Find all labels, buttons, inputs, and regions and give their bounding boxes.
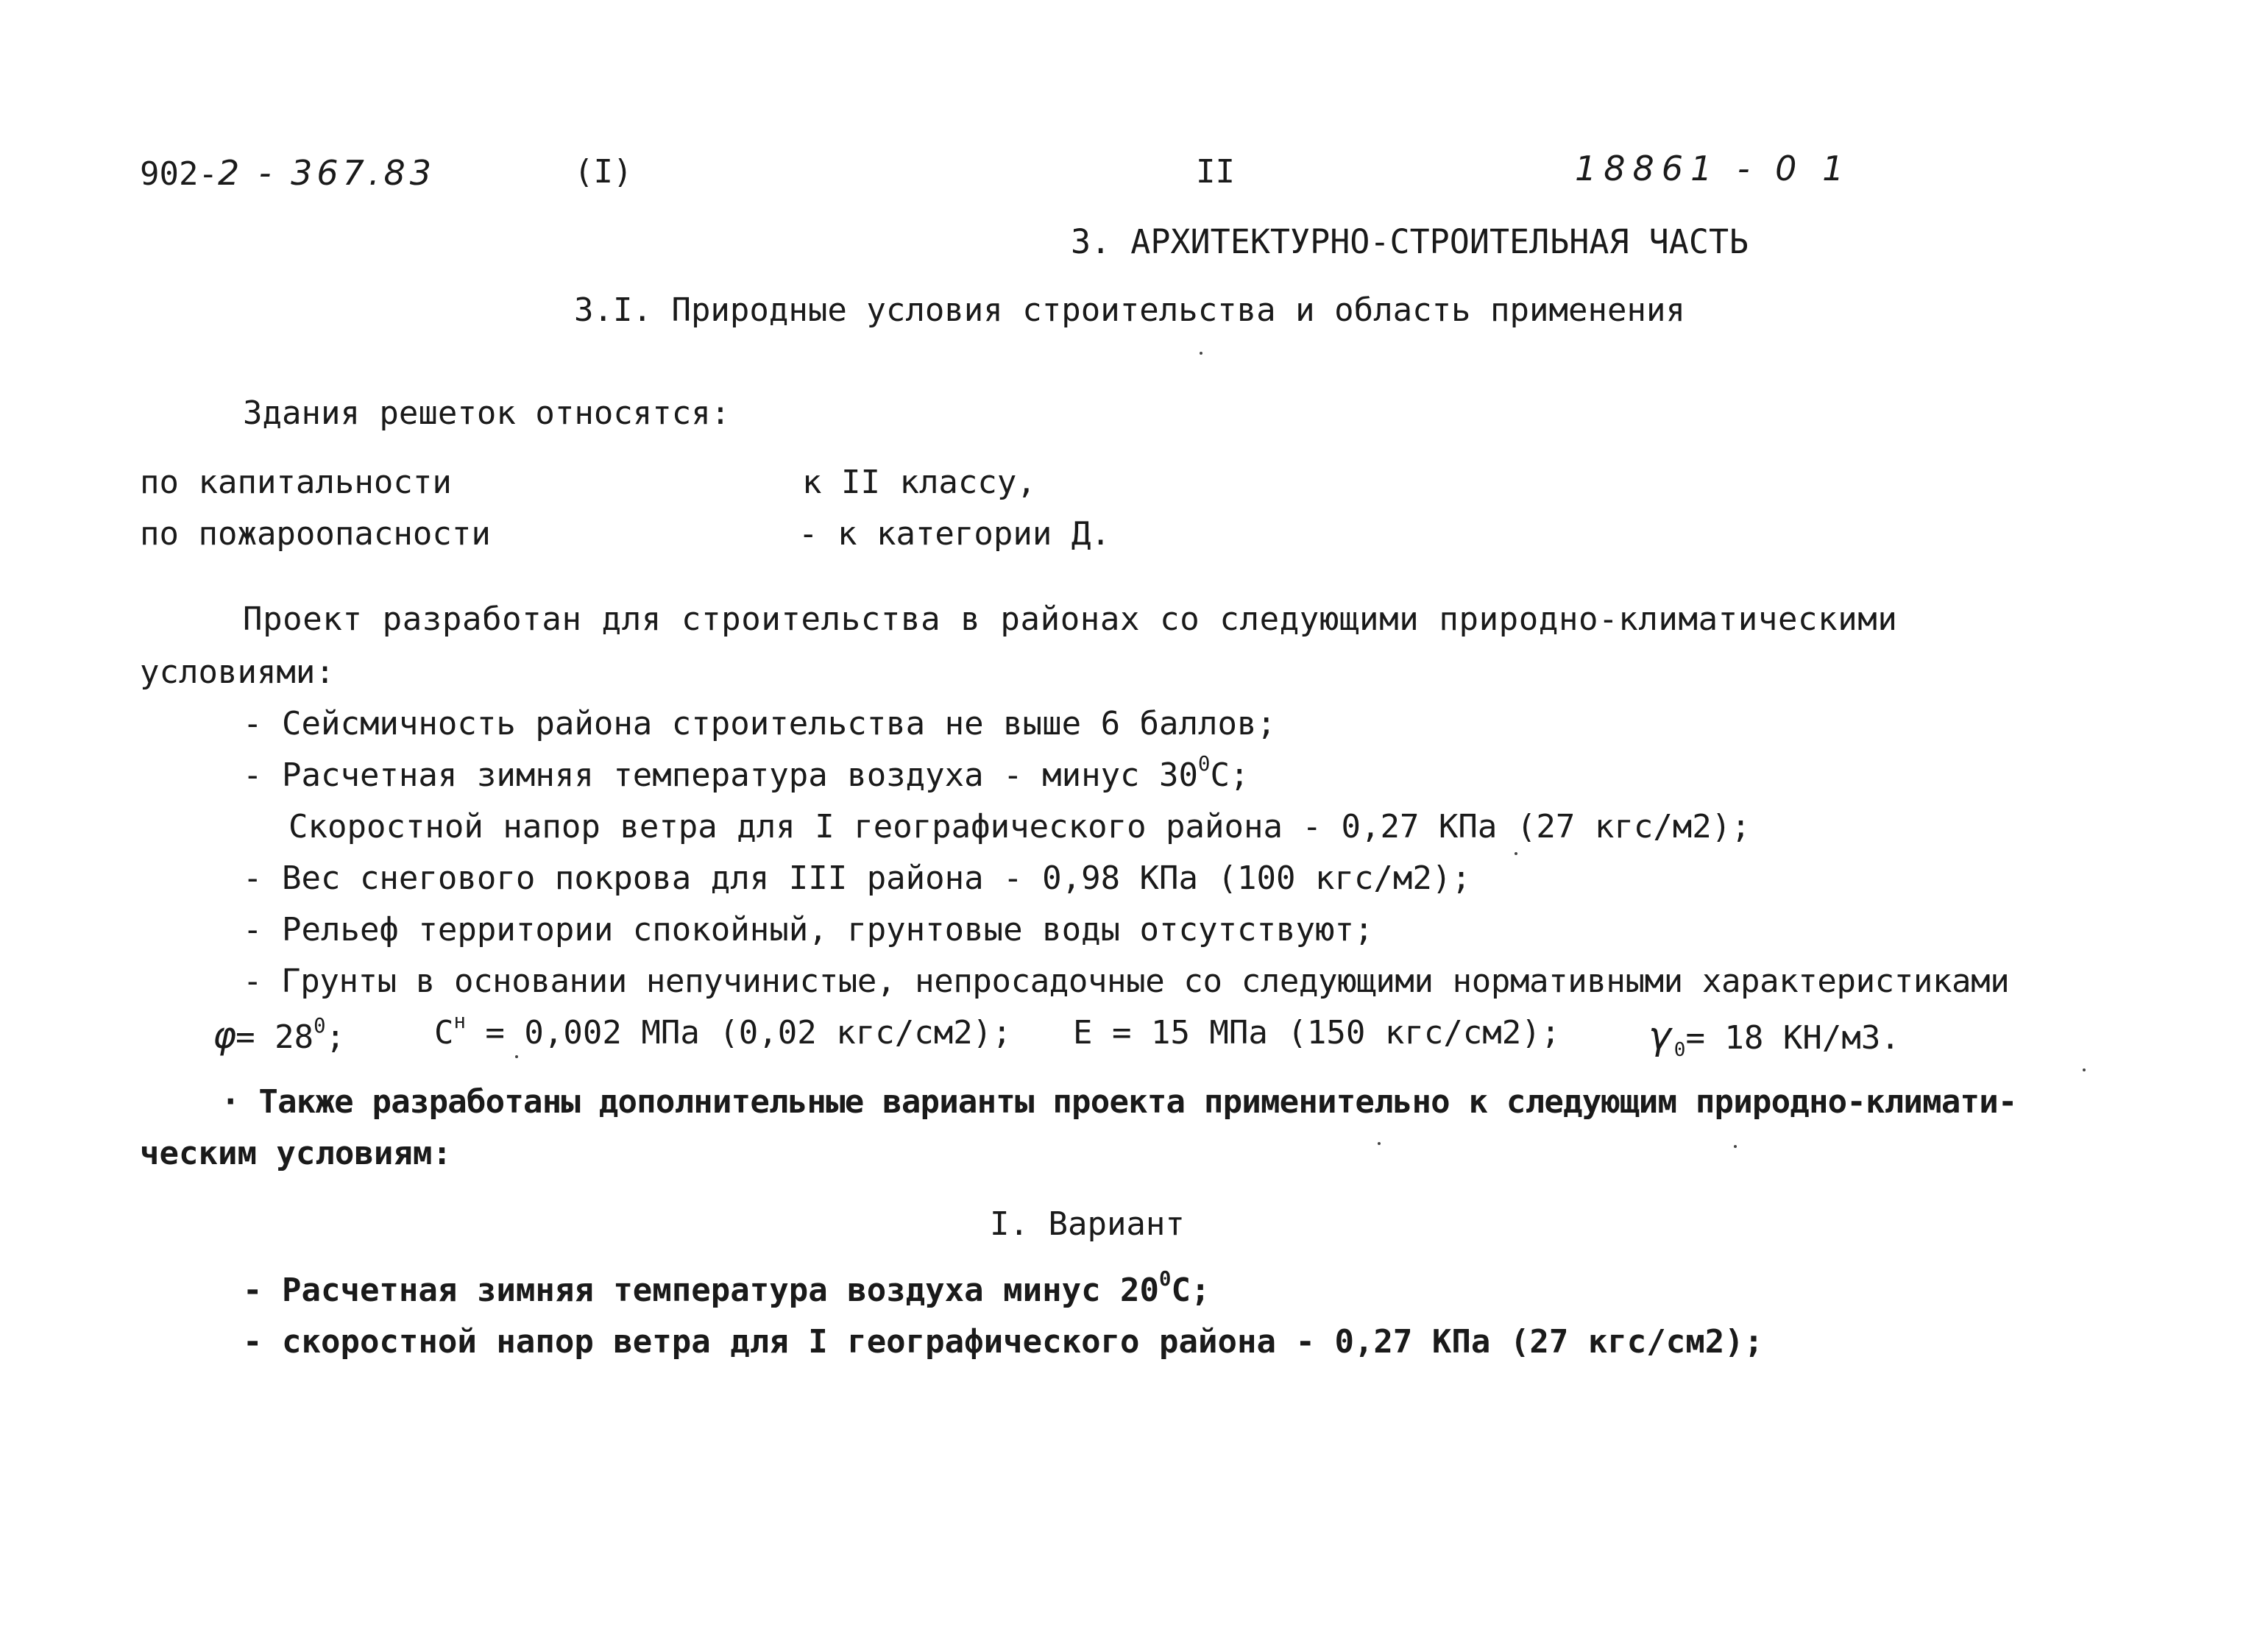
condition-wind: Скоростной напор ветра для I географического района - 0,27 КПа (27 кгс/м2); — [288, 808, 1751, 846]
soil-phi — [213, 1014, 345, 1057]
project-intro-line1: Проект разработан для строительства в районах со следующими природно-климатическими — [243, 600, 1898, 638]
section-title: 3. АРХИТЕКТУРНО-СТРОИТЕЛЬНАЯ ЧАСТЬ — [1071, 222, 1749, 261]
additional-intro-line2: ческим условиям: — [140, 1135, 452, 1172]
variant-winter-temp — [243, 1267, 1211, 1309]
phi-degree: 0 — [314, 1014, 326, 1038]
soil-density — [1648, 1014, 1900, 1061]
condition-winter-temp-text: - Расчетная зимняя температура воздуха - минус 30 — [243, 756, 1199, 794]
section-subtitle: 3.I. Природные условия строительства и область применения — [574, 291, 1685, 329]
doc-number-handwritten: 2 - 367.83 — [217, 153, 436, 193]
scan-speck — [1200, 352, 1202, 355]
scan-speck — [1378, 1142, 1381, 1145]
classification-label-fire: по пожароопасности — [140, 515, 491, 553]
c-symbol: C — [434, 1014, 454, 1052]
degree-sign: 0 — [1198, 752, 1211, 776]
variant-wind: - скоростной напор ветра для I географического района - 0,27 КПа (27 кгс/см2); — [243, 1323, 1764, 1361]
condition-soil: - Грунты в основании непучинистые, непросадочные со следующими нормативными характеристиками — [243, 963, 2010, 1000]
variant-temp-unit: C; — [1171, 1272, 1211, 1309]
condition-winter-temp — [243, 752, 1250, 794]
scan-speck — [2083, 1068, 2086, 1071]
additional-intro-line1: · Также разработаны дополнительные варианты проекта применительно к следующим природно-климати- — [221, 1083, 2017, 1121]
classification-value-fire: - к категории Д. — [798, 515, 1110, 553]
doc-number-printed: 902- — [140, 155, 218, 193]
c-value: = 0,002 МПа (0,02 кгс/см2); — [485, 1014, 1012, 1052]
classification-intro: Здания решеток относятся: — [243, 394, 731, 432]
variant-title: I. Вариант — [990, 1205, 1185, 1243]
doc-number — [140, 153, 436, 193]
soil-cohesion — [434, 1010, 1012, 1052]
gamma-symbol: γ — [1648, 1014, 1674, 1058]
c-sup: н — [453, 1010, 466, 1033]
scan-speck — [1515, 852, 1517, 855]
variant-degree-sign: 0 — [1159, 1267, 1172, 1291]
condition-snow: - Вес снегового покрова для III района - 0,98 КПа (100 кгс/м2); — [243, 859, 1471, 897]
temp-unit: C; — [1210, 756, 1250, 794]
scan-speck — [1734, 1145, 1737, 1148]
soil-modulus: E = 15 МПа (150 кгс/см2); — [1073, 1014, 1561, 1052]
variant-winter-temp-text: - Расчетная зимняя температура воздуха минус 20 — [243, 1272, 1160, 1309]
classification-value-capital: к II классу, — [802, 464, 1036, 501]
phi-value: = 28 — [235, 1018, 314, 1056]
gamma-sub: 0 — [1673, 1038, 1686, 1061]
gamma-value: = 18 КН/м3. — [1685, 1019, 1900, 1057]
phi-end: ; — [325, 1018, 345, 1056]
classification-label-capital: по капитальности — [140, 464, 452, 501]
page-number: II — [1196, 153, 1235, 191]
project-intro-line2: условиями: — [140, 653, 335, 691]
phi-symbol: φ — [213, 1014, 236, 1057]
condition-relief: - Рельеф территории спокойный, грунтовые воды отсутствуют; — [243, 911, 1374, 949]
inventory-number: 18861 - 0 1 — [1575, 149, 1852, 188]
sheet-marker: (I) — [574, 153, 633, 191]
condition-seismic: - Сейсмичность района строительства не выше 6 баллов; — [243, 705, 1276, 742]
scan-speck — [515, 1055, 518, 1058]
